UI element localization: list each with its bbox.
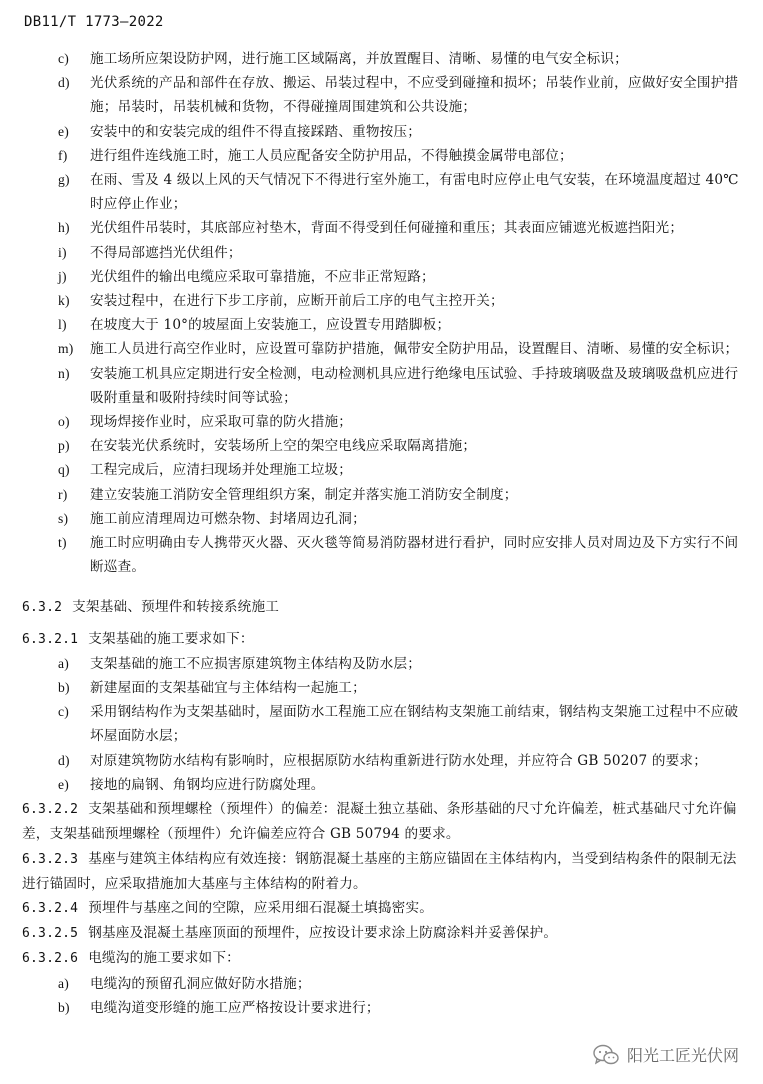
list-item <box>22 749 744 773</box>
clause-text: 预埋件与基座之间的空隙，应采用细石混凝土填捣密实。 <box>88 899 434 916</box>
list-item <box>22 47 744 71</box>
list-item <box>22 362 744 410</box>
list-item <box>22 972 744 996</box>
list-item <box>22 168 744 216</box>
clause-text: 基座与建筑主体结构应有效连接：钢筋混凝土基座的主筋应锚固在主体结构内，当受到结构条件的限制无法进行锚固时，应采取措施加大基座与主体结构的附着力。 <box>22 850 737 892</box>
list-item <box>22 483 744 507</box>
list-item-text: 安装中的和安装完成的组件不得直接踩踏、重物按压； <box>90 123 422 140</box>
clause-paragraph <box>22 896 744 921</box>
clause-paragraph <box>22 946 744 971</box>
list-item-text: 工程完成后，应清扫现场并处理施工垃圾； <box>90 462 353 479</box>
list-item-text: 采用钢结构作为支架基础时，屋面防水工程施工应在钢结构支架施工前结束，钢结构支架施工过程中不应破坏屋面防水层； <box>90 704 739 745</box>
list-marker: l) <box>58 317 67 333</box>
list-marker: k) <box>58 293 70 309</box>
list-item <box>22 434 744 458</box>
cable-trench-requirements-list <box>22 972 744 1020</box>
clause-number: 6.3.2.3 <box>22 851 79 867</box>
list-item <box>22 289 744 313</box>
clause-number: 6.3.2.6 <box>22 951 79 967</box>
list-marker: q) <box>58 462 70 478</box>
list-item <box>22 313 744 337</box>
clause-number: 6.3.2.4 <box>22 900 79 916</box>
list-item <box>22 216 744 240</box>
list-marker: s) <box>58 510 69 526</box>
clause-paragraph <box>22 797 744 846</box>
list-item <box>22 652 744 676</box>
list-marker: g) <box>58 172 70 188</box>
list-item-text: 进行组件连线施工时，施工人员应配备安全防护用品，不得触摸金属带电部位； <box>90 147 573 164</box>
list-marker: t) <box>58 535 67 551</box>
list-item-text: 安装施工机具应定期进行安全检测，电动检测机具应进行绝缘电压试验、手持玻璃吸盘及玻璃吸盘机应进行吸附重量和吸附持续时间等试验； <box>90 365 739 406</box>
list-marker: e) <box>58 776 69 792</box>
list-marker: d) <box>58 752 70 768</box>
list-marker: b) <box>58 999 70 1015</box>
list-item-text: 接地的扁钢、角钢均应进行防腐处理。 <box>90 776 325 793</box>
list-marker: e) <box>58 123 69 139</box>
list-item <box>22 144 744 168</box>
list-item-text: 在安装光伏系统时，安装场所上空的架空电线应采取隔离措施； <box>90 438 477 455</box>
list-item-text: 在雨、雪及 4 级以上风的天气情况下不得进行室外施工，有雷电时应停止电气安装，在环境温度超过 40℃时应停止作业； <box>90 172 739 213</box>
list-marker: d) <box>58 75 70 91</box>
list-marker: b) <box>58 680 70 696</box>
clause-paragraph <box>22 847 744 896</box>
list-item <box>22 996 744 1020</box>
list-item <box>22 531 744 579</box>
clause-group <box>22 797 744 971</box>
clause-text: 电缆沟的施工要求如下： <box>88 950 240 967</box>
list-marker: f) <box>58 147 68 163</box>
list-item <box>22 71 744 119</box>
document-number: DB11/T 1773—2022 <box>24 14 164 30</box>
clause-number: 6.3.2.2 <box>22 802 79 818</box>
list-item-text: 施工场所应架设防护网，进行施工区域隔离，并放置醒目、清晰、易懂的电气安全标识； <box>90 51 628 67</box>
list-item <box>22 241 744 265</box>
list-item-text: 光伏系统的产品和部件在存放、搬运、吊装过程中，不应受到碰撞和损坏；吊装作业前，应做好安全围护措施；吊装时，吊装机械和货物，不得碰撞周围建筑和公共设施； <box>90 75 739 116</box>
list-marker: n) <box>58 365 70 381</box>
list-marker: m) <box>58 341 74 357</box>
list-item-text: 施工时应明确由专人携带灭火器、灭火毯等简易消防器材进行看护，同时应安排人员对周边及下方实行不间断巡查。 <box>90 535 739 576</box>
list-marker: a) <box>58 655 69 671</box>
section-heading <box>22 595 744 620</box>
document-body <box>22 47 744 1020</box>
wechat-icon <box>593 1044 619 1066</box>
list-item-text: 安装过程中，在进行下步工序前，应断开前后工序的电气主控开关； <box>90 293 504 310</box>
list-item <box>22 265 744 289</box>
list-marker: o) <box>58 414 70 430</box>
list-marker: a) <box>58 975 69 991</box>
clause-number: 6.3.2.1 <box>22 631 79 647</box>
foundation-requirements-list <box>22 652 744 797</box>
clause-text: 支架基础的施工要求如下： <box>88 630 254 647</box>
list-item-text: 电缆沟的预留孔洞应做好防水措施； <box>90 975 311 992</box>
list-item <box>22 120 744 144</box>
list-item <box>22 458 744 482</box>
clause-text: 钢基座及混凝土基座顶面的预埋件，应按设计要求涂上防腐涂料并妥善保护。 <box>88 925 558 942</box>
list-item-text: 现场焊接作业时，应采取可靠的防火措施； <box>90 414 353 431</box>
list-marker: p) <box>58 438 70 454</box>
list-item-text: 新建屋面的支架基础宜与主体结构一起施工； <box>90 680 366 697</box>
clause-6-3-2-1 <box>22 627 744 652</box>
list-marker: c) <box>58 51 69 66</box>
list-item-text: 对原建筑物防水结构有影响时，应根据原防水结构重新进行防水处理，并应符合 GB 50207 的要求； <box>90 752 708 769</box>
list-item-text: 施工人员进行高空作业时，应设置可靠防护措施，佩带安全防护用品，设置醒目、清晰、易懂的安全标识； <box>90 341 739 358</box>
list-item <box>22 507 744 531</box>
list-item-text: 在坡度大于 10°的坡屋面上安装施工，应设置专用踏脚板； <box>90 317 451 334</box>
list-marker: c) <box>58 704 69 720</box>
list-marker: h) <box>58 220 70 236</box>
list-item <box>22 337 744 361</box>
list-item <box>22 773 744 797</box>
list-marker: i) <box>58 244 67 260</box>
section-number: 6.3.2 <box>22 600 63 616</box>
list-item <box>22 676 744 700</box>
list-item-text: 施工前应清理周边可燃杂物、封堵周边孔洞； <box>90 510 366 527</box>
safety-requirements-list <box>22 47 744 579</box>
list-item-text: 建立安装施工消防安全管理组织方案，制定并落实施工消防安全制度； <box>90 486 518 503</box>
list-item-text: 电缆沟道变形缝的施工应严格按设计要求进行； <box>90 999 380 1016</box>
list-item <box>22 410 744 434</box>
clause-number: 6.3.2.5 <box>22 926 79 942</box>
list-item-text: 支架基础的施工不应损害原建筑物主体结构及防水层； <box>90 655 422 672</box>
list-item-text: 不得局部遮挡光伏组件； <box>90 244 242 261</box>
section-title: 支架基础、预埋件和转接系统施工 <box>72 599 280 616</box>
watermark <box>593 1043 739 1066</box>
list-item-text: 光伏组件吊装时，其底部应衬垫木，背面不得受到任何碰撞和重压；其表面应铺遮光板遮挡阳光； <box>90 220 684 237</box>
list-item <box>22 700 744 748</box>
clause-paragraph <box>22 921 744 946</box>
watermark-text: 阳光工匠光伏网 <box>626 1046 739 1065</box>
clause-text: 支架基础和预埋螺栓（预埋件）的偏差：混凝土独立基础、条形基础的尺寸允许偏差，桩式基础尺寸允许偏差，支架基础预埋螺栓（预埋件）允许偏差应符合 GB 50794 的要求。 <box>22 801 737 843</box>
list-item-text: 光伏组件的输出电缆应采取可靠措施，不应非正常短路； <box>90 268 435 285</box>
list-marker: j) <box>58 268 67 284</box>
list-marker: r) <box>58 486 68 502</box>
